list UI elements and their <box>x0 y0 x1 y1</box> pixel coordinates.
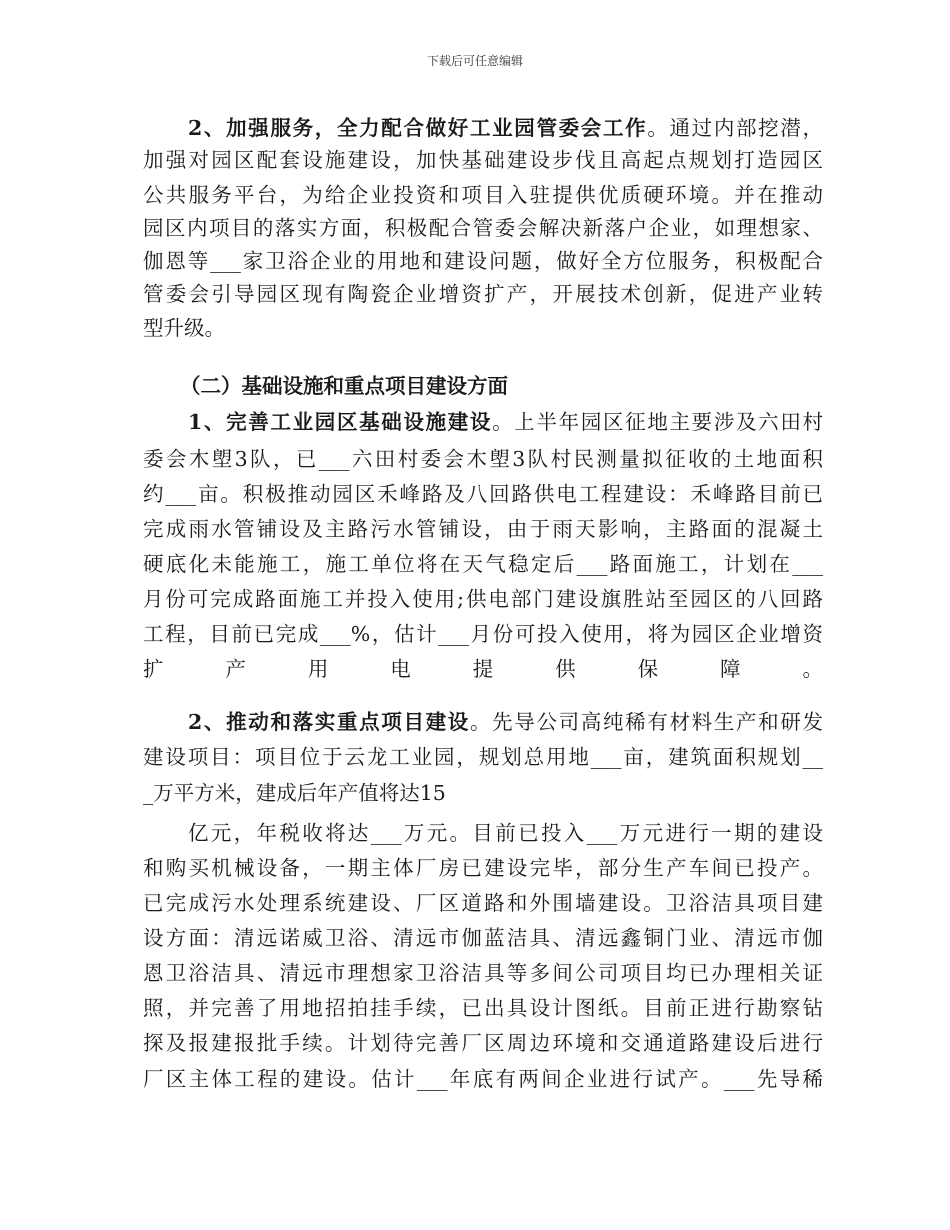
text-line <box>143 958 823 988</box>
line-text: 公共服务平台，为给企业投资和项目入驻提供优质硬环境。并在推动 <box>143 183 823 207</box>
line-text: 厂区主体工程的建设。估计___年底有两间企业进行试产。___先导稀 <box>143 1067 823 1091</box>
page-header: 下载后可任意编辑 <box>426 54 523 68</box>
text-line <box>143 180 823 210</box>
text-line <box>188 818 823 848</box>
text-line <box>143 1064 823 1094</box>
text-line <box>143 993 823 1023</box>
text-line <box>143 654 823 684</box>
text-line <box>143 1028 823 1058</box>
text-line <box>143 213 823 243</box>
text-line <box>188 407 823 437</box>
line-text: 亿元，年税收将达___万元。目前已投入___万元进行一期的建设 <box>188 821 823 845</box>
bold-heading: 1、完善工业园区基础设施建设 <box>188 410 493 434</box>
line-text: 约___亩。积极推动园区禾峰路及八回路供电工程建设：禾峰路目前已 <box>143 482 823 506</box>
text-line <box>143 584 823 614</box>
text-line <box>143 444 823 474</box>
text-line <box>188 113 823 143</box>
line-text: 。上半年园区征地主要涉及六田村 <box>492 410 824 434</box>
line-text: 。先导公司高纯稀有材料生产和研发 <box>469 710 824 734</box>
text-line <box>143 246 823 276</box>
text-line <box>143 888 823 918</box>
line-text: 照，并完善了用地招拍挂手续，已出具设计图纸。目前正进行勘察钻 <box>143 996 823 1020</box>
line-text: 探及报建报批手续。计划待完善厂区周边环境和交通道路建设后进行 <box>143 1031 823 1055</box>
line-text: 设方面：清远诺威卫浴、清远市伽蓝洁具、清远鑫铜门业、清远市伽 <box>143 926 823 950</box>
text-line <box>143 853 823 883</box>
text-line <box>143 778 823 808</box>
line-text: 恩卫浴洁具、清远市理想家卫浴洁具等多间公司项目均已办理相关证 <box>143 961 823 985</box>
section-heading <box>180 371 823 401</box>
text-line <box>188 707 823 737</box>
line-text: 管委会引导园区现有陶瓷企业增资扩产，开展技术创新，促进产业转 <box>143 282 823 306</box>
line-text: 工程，目前已完成___%，估计___月份可投入使用，将为园区企业增资 <box>143 622 823 646</box>
text-line <box>143 313 823 343</box>
line-text: 月份可完成路面施工并投入使用;供电部门建设旗胜站至园区的八回路 <box>143 587 823 611</box>
line-text: 型升级。 <box>143 316 225 340</box>
line-text: 委会木塱3队，已___六田村委会木塱3队村民测量拟征收的土地面积 <box>143 447 823 471</box>
text-line <box>143 923 823 953</box>
text-line <box>143 549 823 579</box>
text-line <box>143 479 823 509</box>
text-line <box>143 145 823 175</box>
bold-heading: 2、加强服务，全力配合做好工业园管委会工作 <box>188 116 648 140</box>
line-text: 园区内项目的落实方面，积极配合管委会解决新落户企业，如理想家、 <box>143 216 823 240</box>
bold-heading: 2、推动和落实重点项目建设 <box>188 710 470 734</box>
text-line <box>143 514 823 544</box>
text-line <box>143 619 823 649</box>
bold-heading: （二）基础设施和重点项目建设方面 <box>180 374 508 398</box>
line-text: 完成雨水管铺设及主路污水管铺设，由于雨天影响，主路面的混凝土 <box>143 517 823 541</box>
line-text: _万平方米，建成后年产值将达15 <box>143 781 446 805</box>
line-text: 加强对园区配套设施建设，加快基础建设步伐且高起点规划打造园区 <box>143 148 823 172</box>
line-text: 伽恩等___家卫浴企业的用地和建设问题，做好全方位服务，积极配合 <box>143 249 823 273</box>
line-text: 扩产用电提供保障。 <box>143 657 823 681</box>
line-text: 已完成污水处理系统建设、厂区道路和外围墙建设。卫浴洁具项目建 <box>143 891 823 915</box>
line-text: 和购买机械设备，一期主体厂房已建设完毕，部分生产车间已投产。 <box>143 856 823 880</box>
line-text: 硬底化未能施工，施工单位将在天气稳定后___路面施工，计划在___ <box>143 552 823 576</box>
line-text: 。通过内部挖潜， <box>647 116 824 140</box>
text-line <box>143 742 823 772</box>
text-line <box>143 279 823 309</box>
line-text: 建设项目：项目位于云龙工业园，规划总用地___亩，建筑面积规划__ <box>143 745 823 769</box>
